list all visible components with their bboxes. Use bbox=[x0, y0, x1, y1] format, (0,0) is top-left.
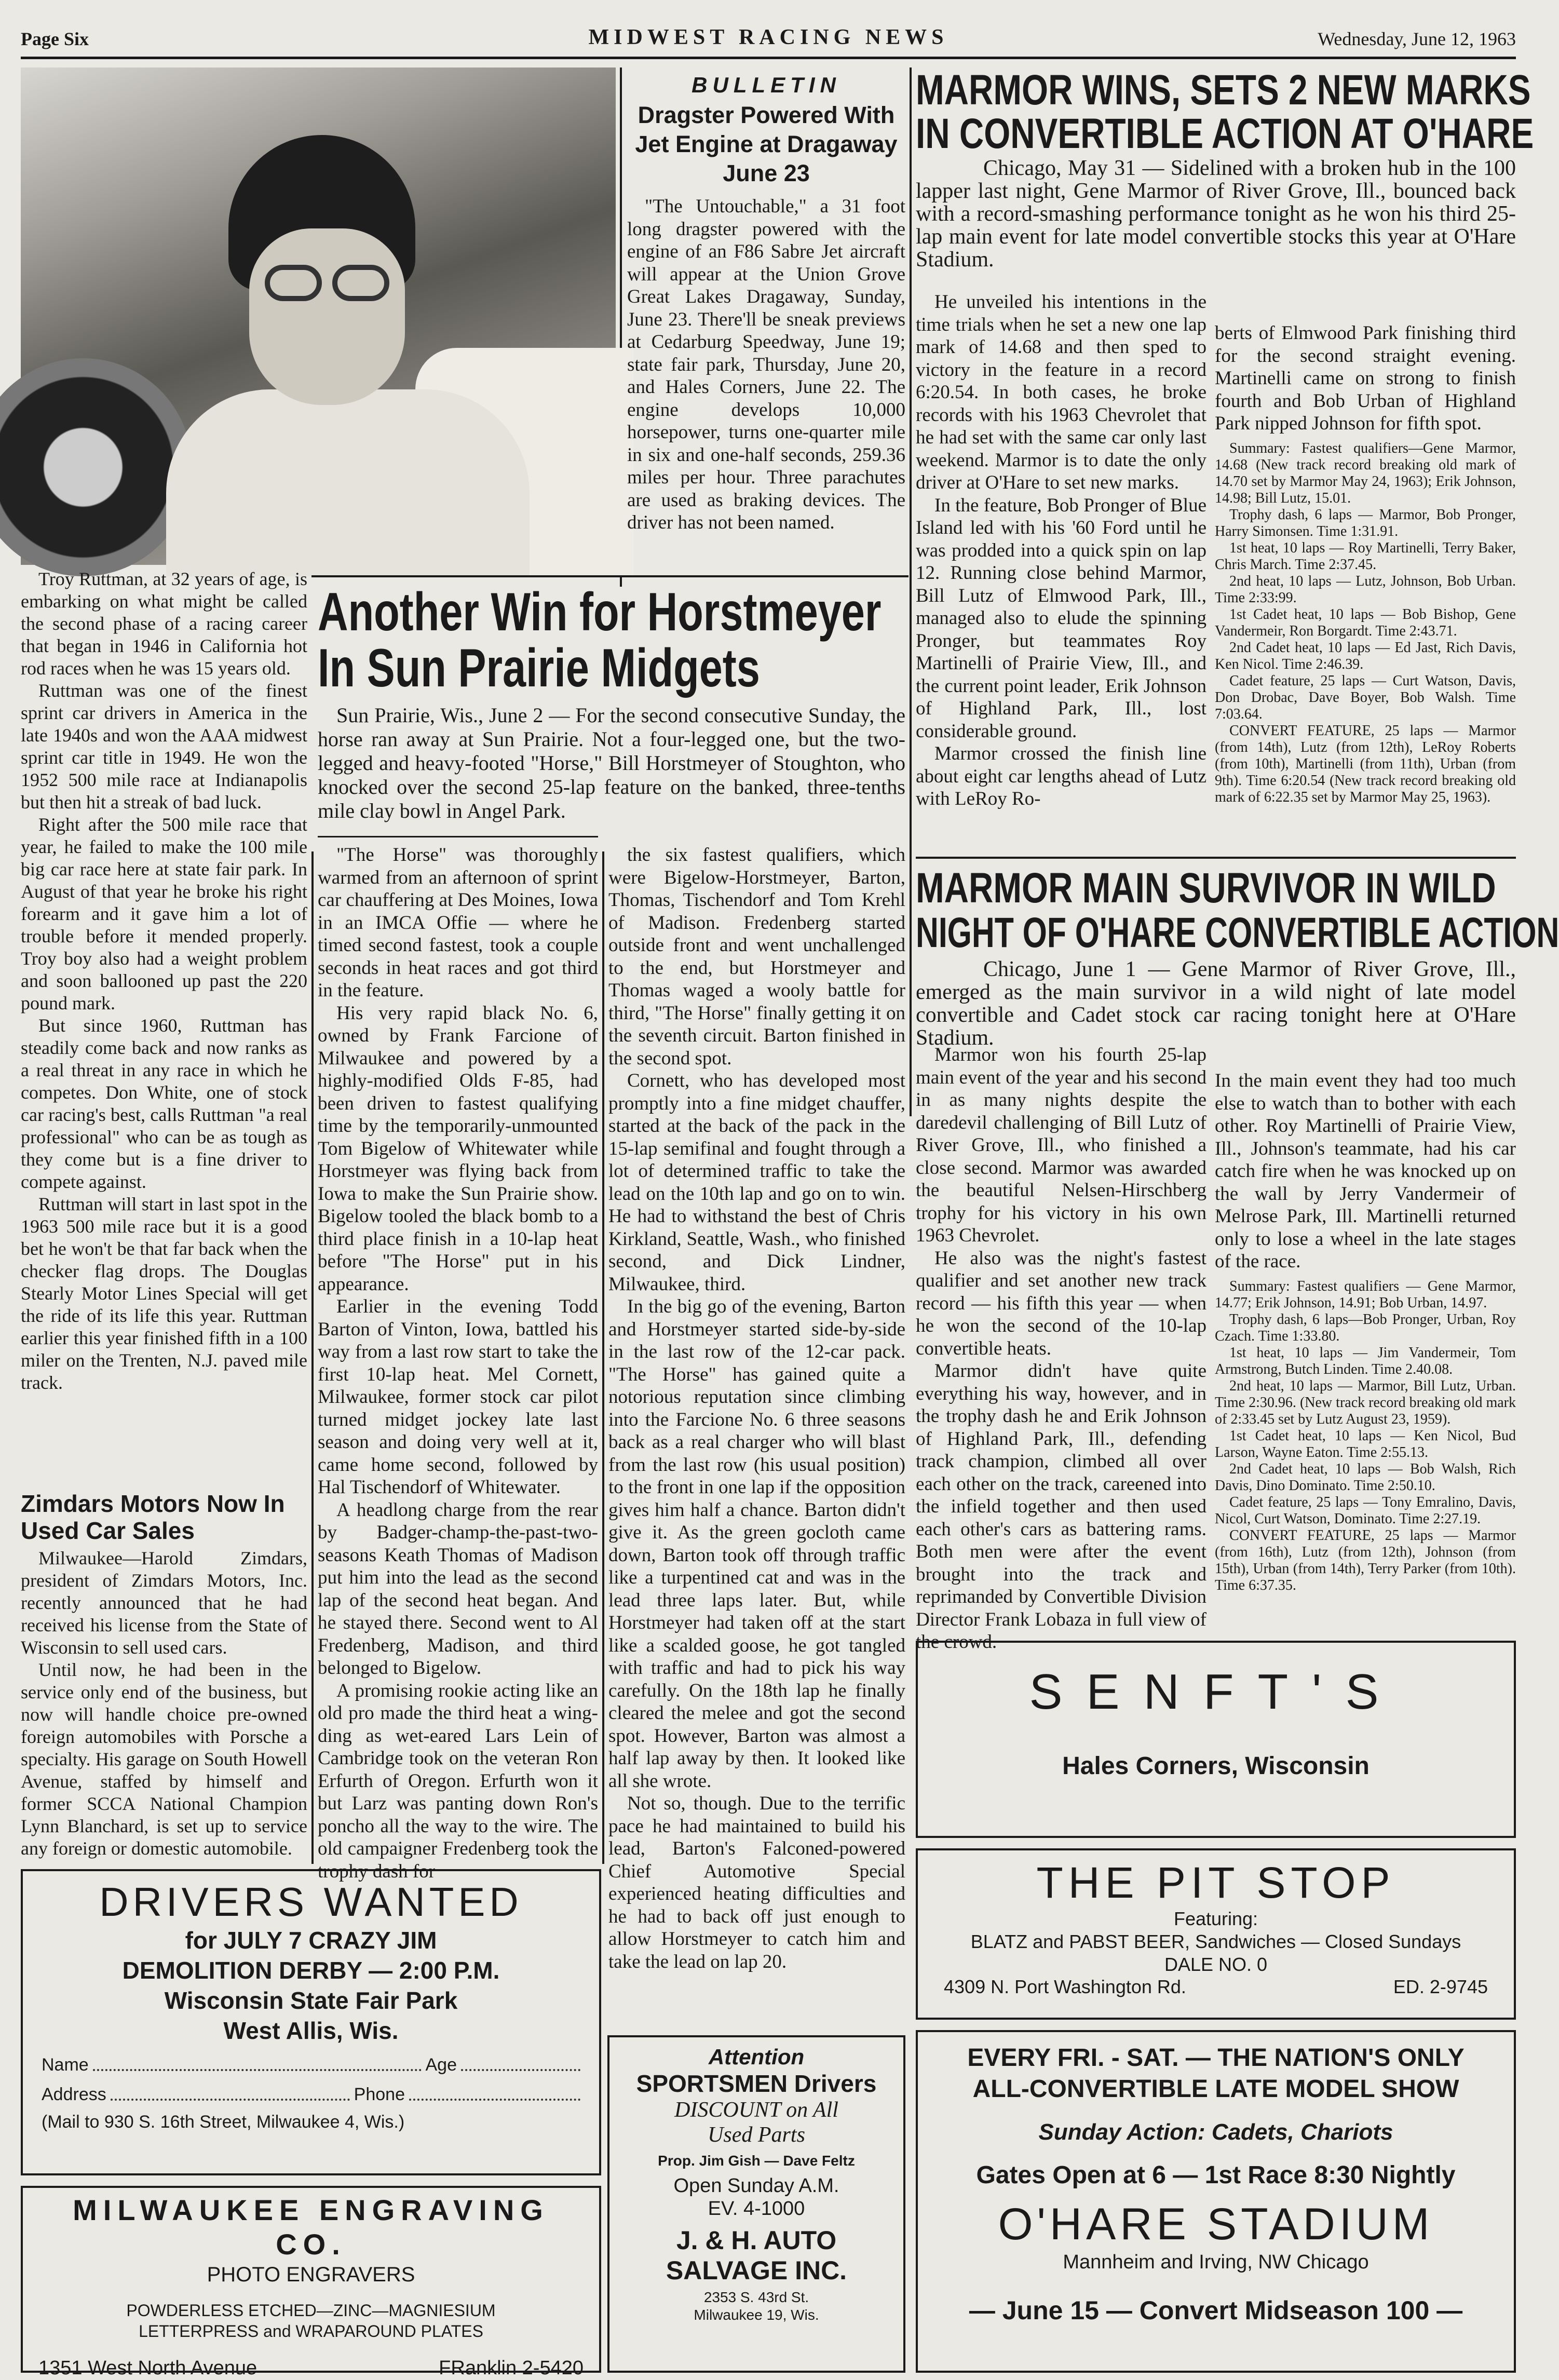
headline-line: In Sun Prairie Midgets bbox=[318, 638, 760, 698]
ruttman-caption bbox=[21, 568, 307, 1487]
column-rule bbox=[311, 851, 314, 1864]
article-paragraph: berts of Elmwood Park finishing third for the second straight evening. Martinelli came on strong to finish fourth and Bob Urban of Highland Park nipped Johnson for fifth spot. bbox=[1215, 322, 1516, 434]
bulletin-article bbox=[627, 73, 905, 571]
paper-name: MIDWEST RACING NEWS bbox=[588, 25, 948, 49]
ad-title: O'HARE STADIUM bbox=[998, 2199, 1434, 2249]
ad-line: — June 15 — Convert Midseason 100 — bbox=[969, 2296, 1463, 2325]
article-paragraph: "The Horse" was thoroughly warmed from an afternoon of sprint car chauffering at Des Moines, Iowa in an IMCA Offie — where he timed second fastest, took a couple seconds in heat races and got third in the feature. bbox=[318, 844, 598, 1001]
marmor-survivor-column-2 bbox=[1215, 1070, 1516, 1630]
article-paragraph: In the main event they had too much else to watch than to bother with each other. Roy Martinelli of Prairie View, Ill., Johnson's teammate, had his car catch fire when he was knocked up on the wall by Jerry Vandermeir of Melrose Park, Ill. Martinelli returned only to lose a wheel in the late stages of the race. bbox=[1215, 1070, 1516, 1272]
article-paragraph: In the big go of the evening, Barton and Horstmeyer started side-by-side in the last row of the 12-car pack. "The Horse" has gained quite a notorious reputation since climbing into the Farcione No. 6 three seasons back as a real charger who will blast from the last row (his usual position) to the front in one lap if the opposition gives him half a chance. Barton didn't give it. As the green gocloth came down, Barton took off through traffic like a turpentined cat and was in the lead three laps later. But, while Horstmeyer had taken off at the start like a scalded goose, he got tangled with traffic and had to pick his way carefully. On the 18th lap he finally cleared the melee and got the second spot. However, Barton was almost a half lap away by then. It looked like all she wrote. bbox=[608, 1296, 905, 1792]
marmor-wins-headline bbox=[916, 66, 1534, 157]
ad-footer bbox=[928, 1976, 1503, 1998]
marmor-wins-column-1 bbox=[916, 291, 1206, 851]
horstmeyer-headline bbox=[318, 584, 910, 696]
ad-line: DALE NO. 0 bbox=[1164, 1954, 1268, 1975]
pit-stop-ad bbox=[916, 1848, 1516, 2020]
ad-phone: FRanklin 2-5420 bbox=[439, 2357, 584, 2379]
summary-line: Summary: Fastest qualifiers — Gene Marmor, 14.77; Erik Johnson, 14.91; Bob Urban, 14.97. bbox=[1215, 1278, 1516, 1311]
summary-line: 1st Cadet heat, 10 laps — Ken Nicol, Bud Larson, Wayne Eaton. Time 2:55.13. bbox=[1215, 1427, 1516, 1461]
marmor-survivor-headline bbox=[916, 864, 1559, 956]
ohare-stadium-ad bbox=[916, 2030, 1516, 2373]
marmor-survivor-lead: Chicago, June 1 — Gene Marmor of River Grove, Ill., emerged as the main survivor in a wild night of late model convertible and Cadet stock car racing tonight here at O'Hare Stadium. bbox=[916, 957, 1516, 1050]
masthead bbox=[21, 18, 1516, 59]
ad-line: Mannheim and Irving, NW Chicago bbox=[1063, 2251, 1369, 2273]
marmor-wins-column-2 bbox=[1215, 322, 1516, 851]
zimdars-article bbox=[21, 1490, 307, 1864]
age-field[interactable] bbox=[461, 2055, 580, 2071]
section-rule bbox=[311, 575, 909, 577]
ad-address: 4309 N. Port Washington Rd. bbox=[944, 1976, 1186, 1997]
age-label: Age bbox=[425, 2055, 457, 2075]
bulletin-headline: Dragster Powered With Jet Engine at Dragaway June 23 bbox=[635, 102, 898, 186]
ad-line: EVERY FRI. - SAT. — THE NATION'S ONLY bbox=[967, 2044, 1465, 2072]
ad-line: Prop. Jim Gish — Dave Feltz bbox=[658, 2153, 855, 2169]
summary-line: Trophy dash, 6 laps — Marmor, Bob Pronger, Harry Simonsen. Time 1:31.91. bbox=[1215, 506, 1516, 539]
headline-line: NIGHT OF O'HARE CONVERTIBLE ACTION bbox=[916, 909, 1559, 956]
article-paragraph: Marmor crossed the finish line about eight car lengths ahead of Lutz with LeRoy Ro- bbox=[916, 743, 1206, 809]
ad-line: for JULY 7 CRAZY JIM bbox=[185, 1927, 437, 1954]
summary-line: 2nd heat, 10 laps — Marmor, Bill Lutz, Urban. Time 2:30.96. (New track record breaking old mark of 2:33.45 set by Lutz August 23, 1959). bbox=[1215, 1377, 1516, 1427]
summary-line: 1st Cadet heat, 10 laps — Bob Bishop, Gene Vandermeir, Ron Borgardt. Time 2:43.71. bbox=[1215, 606, 1516, 639]
marmor-survivor-column-1 bbox=[916, 1044, 1206, 1653]
section-rule bbox=[318, 836, 598, 837]
page-number: Page Six bbox=[21, 29, 89, 49]
article-paragraph: the six fastest qualifiers, which were Bigelow-Horstmeyer, Barton, Thomas, Tischendorf and Tom Krehl of Madison. Fredenberg started outside front and went unchallenged to the end, but Horstmeyer and Thomas waged a wooly battle for third, "The Horse" finally getting it on the seventh circuit. Barton finished in the second spot. bbox=[608, 844, 905, 1069]
ad-title: MILWAUKEE ENGRAVING CO. bbox=[73, 2194, 549, 2261]
driver-photo bbox=[21, 67, 616, 565]
name-age-row bbox=[42, 2055, 580, 2075]
headline-line: Another Win for Horstmeyer bbox=[318, 582, 882, 642]
ad-address: 1351 West North Avenue bbox=[38, 2357, 257, 2379]
article-paragraph: He unveiled his intentions in the time trials when he set a new one lap mark of 14.68 and then sped to victory in the feature in a record 6:20.54. In both cases, he broke records with his 1963 Chevrolet that he had set with the same car only last weekend. Marmor is to date the only driver at O'Hare to set new marks. bbox=[916, 291, 1206, 493]
ad-line: BLATZ and PABST BEER, Sandwiches — Closed Sundays bbox=[970, 1931, 1461, 1952]
milwaukee-engraving-ad bbox=[21, 2186, 601, 2379]
summary-line: CONVERT FEATURE, 25 laps — Marmor (from 14th), Lutz (from 12th), LeRoy Roberts (from 10th), Martinelli (from 11th), Urban (from 9th). Time 6:20.54 (New track record breaking old mark of 6:22.35 set by Marmor May 25, 1963). bbox=[1215, 722, 1516, 805]
ad-line: DISCOUNT on All bbox=[674, 2098, 838, 2122]
ad-line: Milwaukee 19, Wis. bbox=[694, 2307, 819, 2323]
caption-paragraph: Troy Ruttman, at 32 years of age, is embarking on what might be called the second phase of a racing career that began in 1946 in California hot rod races when he was 15 years old. bbox=[21, 569, 307, 679]
ad-line: POWDERLESS ETCHED—ZINC—MAGNIESIUM bbox=[126, 2301, 496, 2320]
zimdars-headline: Zimdars Motors Now In Used Car Sales bbox=[21, 1490, 285, 1544]
summary-line: 1st heat, 10 laps — Roy Martinelli, Terry Baker, Chris March. Time 2:37.45. bbox=[1215, 539, 1516, 573]
ad-line: ALL-CONVERTIBLE LATE MODEL SHOW bbox=[972, 2075, 1459, 2103]
marmor-wins-lead: Chicago, May 31 — Sidelined with a broken hub in the 100 lapper last night, Gene Marmor of River Grove, Ill., bounced back with a record-smashing performance tonight as he won his third 25-lap main event for late model convertible stocks this year at O'Hare Stadium. bbox=[916, 156, 1516, 272]
summary-line: 1st heat, 10 laps — Jim Vandermeir, Tom Armstrong, Butch Linden. Time 2.40.08. bbox=[1215, 1344, 1516, 1377]
column-rule bbox=[602, 851, 604, 1864]
address-label: Address bbox=[42, 2085, 106, 2104]
article-paragraph: Cornett, who has developed most promptly into a fine midget chauffer, started at the back of the pack in the 15-lap semifinal and fought through a lot of determined traffic to take the lead on the 10th lap and go on to win. He had to withstand the best of Chris Kirkland, Seattle, Wash., who finished second, and Dick Lindner, Milwaukee, third. bbox=[608, 1070, 905, 1295]
drivers-wanted-ad bbox=[21, 1869, 601, 2175]
issue-date: Wednesday, June 12, 1963 bbox=[1318, 29, 1516, 49]
headline-line: IN CONVERTIBLE ACTION AT O'HARE bbox=[916, 110, 1534, 157]
ad-line: LETTERPRESS and WRAPAROUND PLATES bbox=[139, 2322, 483, 2341]
summary-line: 2nd heat, 10 laps — Lutz, Johnson, Bob Urban. Time 2:33:99. bbox=[1215, 573, 1516, 606]
bulletin-body: "The Untouchable," a 31 foot long dragster powered with the engine of an F86 Sabre Jet aircraft will appear at the Union Grove Great Lakes Dragaway, Sunday, June 23. There'll be sneak previews at Cedarburg Speedway, June 19; state fair park, Thursday, June 20, and Hales Corners, June 22. The engine develops 10,000 horsepower, turns one-quarter mile in six and one-half seconds, 259.36 miles per hour. Three parachutes are used as braking devices. The driver has not been named. bbox=[627, 196, 905, 533]
article-paragraph: His very rapid black No. 6, owned by Frank Farcione of Milwaukee and powered by a highly-modified Olds F-85, had been driven to fastest qualifying time by the temporarily-unmounted Tom Bigelow of Whitewater while Horstmeyer was flying back from Iowa to make the Sun Prairie show. Bigelow tooled the black bomb to a third place finish in a 10-lap heat before "The Horse" put in his appearance. bbox=[318, 1002, 598, 1295]
caption-paragraph: Ruttman was one of the finest sprint car drivers in America in the late 1940s and won the AAA midwest sprint car title in 1949. He won the 1952 500 mile race at Indianapolis but then hit a streak of bad luck. bbox=[21, 680, 307, 813]
horstmeyer-column-2 bbox=[608, 844, 905, 2027]
ad-line: Used Parts bbox=[708, 2123, 805, 2147]
bulletin-kicker: BULLETIN bbox=[692, 73, 841, 97]
zimdars-paragraph: Milwaukee—Harold Zimdars, president of Zimdars Motors, Inc. recently announced that he had received his license from the State of Wisconsin to sell used cars. bbox=[21, 1548, 307, 1658]
name-label: Name bbox=[42, 2055, 89, 2075]
summary-line: Cadet feature, 25 laps — Curt Watson, Davis, Don Drobac, Dave Boyer, Bob Walsh. Time 7:03.64. bbox=[1215, 672, 1516, 722]
headline-line: MARMOR MAIN SURVIVOR IN WILD bbox=[916, 864, 1496, 912]
caption-paragraph: Ruttman will start in last spot in the 1963 500 mile race but it is a good bet he won't be that far back when the checker flag drops. The Douglas Stearly Motor Lines Special will get the ride of its life this year. Ruttman earlier this year finished fifth in a 100 miler on the Trenten, N.J. paved mile track. bbox=[21, 1194, 307, 1393]
ad-line: Open Sunday A.M. bbox=[673, 2175, 839, 2197]
ad-title: THE PIT STOP bbox=[1036, 1858, 1395, 1907]
summary-line: Trophy dash, 6 laps—Bob Pronger, Urban, Roy Czach. Time 1:33.80. bbox=[1215, 1311, 1516, 1344]
ad-line: DEMOLITION DERBY — 2:00 P.M. bbox=[122, 1957, 500, 1984]
horstmeyer-lead: Sun Prairie, Wis., June 2 — For the second consecutive Sunday, the horse ran away at Sun Prairie. Not a four-legged one, but the two-legged and heavy-footed "Horse," Bill Horstmeyer of Stoughton, who knocked over the second 25-lap feature on the banked, three-tenths mile clay bowl in Angel Park. bbox=[318, 704, 905, 822]
phone-label: Phone bbox=[354, 2085, 405, 2104]
horstmeyer-column-1 bbox=[318, 844, 598, 1882]
article-paragraph: Not so, though. Due to the terrific pace he had maintained to build his lead, Barton's Falconed-powered Chief Automotive Special experienced heating difficulties and he had to back off just enough to allow Horstmeyer to catch him and take the lead on lap 20. bbox=[608, 1793, 905, 1972]
ad-title: DRIVERS WANTED bbox=[99, 1879, 523, 1925]
column-rule bbox=[910, 67, 912, 1116]
ad-phone: ED. 2-9745 bbox=[1393, 1976, 1488, 1997]
ad-title: SENFT'S bbox=[1029, 1664, 1403, 1720]
ad-line: J. & H. AUTO bbox=[676, 2226, 837, 2255]
address-field[interactable] bbox=[111, 2085, 350, 2101]
summary-line: Cadet feature, 25 laps — Tony Emralino, Davis, Nicol, Curt Watson, Dominato. Time 2:27.19. bbox=[1215, 1494, 1516, 1527]
article-paragraph: Marmor won his fourth 25-lap main event of the year and his second in as many nights despite the daredevil challenging of Bill Lutz of River Grove, Ill., who finished a close second. Marmor was awarded the beautiful Nelsen-Hirschberg trophy for his victory in his own 1963 Chevrolet. bbox=[916, 1044, 1206, 1246]
ad-line: SPORTSMEN Drivers bbox=[636, 2070, 877, 2097]
jh-auto-salvage-ad bbox=[607, 2035, 905, 2373]
ad-line: 2353 S. 43rd St. bbox=[703, 2289, 809, 2305]
summary-line: CONVERT FEATURE, 25 laps — Marmor (from 16th), Lutz (from 12th), Johnson (from 15th), Urban (from 14th), Terry Parker (from 10th). Time 6:37.35. bbox=[1215, 1527, 1516, 1593]
address-phone-row bbox=[42, 2085, 580, 2105]
headline-line: MARMOR WINS, SETS 2 NEW MARKS bbox=[916, 66, 1531, 114]
section-rule bbox=[916, 857, 1516, 859]
article-paragraph: In the feature, Bob Pronger of Blue Island led with his '60 Ford until he was prodded into a quick spin on lap 12. Running close behind Marmor, Bill Lutz of Elmwood Park, Ill., managed also to elude the spinning Pronger, but teammates Roy Martinelli of Prairie View, Ill., and the current point leader, Erik Johnson of Highland Park, Ill., lost considerable ground. bbox=[916, 494, 1206, 742]
zimdars-paragraph: Until now, he had been in the service only end of the business, but now will handle choice pre-owned foreign automobiles with Porsche a specialty. His garage on South Howell Avenue, staffed by himself and former SCCA National Champion Lynn Blanchard, is set up to service any foreign or domestic automobile. bbox=[21, 1659, 307, 1859]
article-paragraph: A promising rookie acting like an old pro made the third heat a wing-ding as wet-eared Lars Lein of Cambridge took on the veteran Ron Erfurth of Oregon. Erfurth won it but Larz was panting down Ron's poncho all the way to the wire. The old campaigner Fredenberg took the trophy dash for bbox=[318, 1680, 598, 1882]
phone-field[interactable] bbox=[409, 2085, 580, 2101]
article-paragraph: Earlier in the evening Todd Barton of Vinton, Iowa, battled his way from a last row start to take the first 10-lap heat. Mel Cornett, Milwaukee, former stock car pilot turned midget jockey late last season and doing very well at it, came home second, followed by Hal Tischendorf of Whitewater. bbox=[318, 1296, 598, 1498]
article-paragraph: He also was the night's fastest qualifier and set another new track record — his fifth this year — when he won the second of the 10-lap convertible heats. bbox=[916, 1247, 1206, 1359]
name-field[interactable] bbox=[93, 2055, 422, 2071]
article-paragraph: Marmor didn't have quite everything his way, however, and in the trophy dash he and Erik Johnson of Highland Park, Ill., defending track champion, climbed all over each other on the track, careened into the infield together and then used each other's cars as battering rams. Both men were after the event brought into the track and reprimanded by Convertible Division Director Frank Lobaza in full view of the crowd. bbox=[916, 1360, 1206, 1653]
summary-line: 2nd Cadet heat, 10 laps — Bob Walsh, Rich Davis, Dino Dominato. Time 2:50.10. bbox=[1215, 1461, 1516, 1494]
article-paragraph: A headlong charge from the rear by Badger-champ-the-past-two-seasons Keath Thomas of Madison put him into the lead as the second lap of the second heat began. And he stayed there. Second went to Al Fredenberg, Madison, and third belonged to Bigelow. bbox=[318, 1499, 598, 1679]
caption-paragraph: Right after the 500 mile race that year, he failed to make the 100 mile big car race here at state fair park. In August of that year he broke his right forearm and it gave him a lot of trouble before it mended properly. Troy boy also had a weight problem and soon ballooned up past the 220 pound mark. bbox=[21, 814, 307, 1013]
senfts-ad bbox=[916, 1641, 1516, 1838]
ad-line: Featuring: bbox=[1173, 1908, 1258, 1929]
ad-footer bbox=[38, 2357, 584, 2379]
caption-paragraph: But since 1960, Ruttman has steadily come back and now ranks as a real threat in any race in which he competes. Don White, one of stock car racing's best, calls Ruttman "a real professional" who can be as tough as they come but is a fine driver to compete against. bbox=[21, 1015, 307, 1192]
ad-line: SALVAGE INC. bbox=[666, 2256, 847, 2285]
ad-line: Sunday Action: Cadets, Chariots bbox=[1038, 2119, 1393, 2145]
summary-line: Summary: Fastest qualifiers—Gene Marmor, 14.68 (New track record breaking old mark of 14.70 set by Marmor May 24, 1963); Erik Johnson, 14.98; Bill Lutz, 15.01. bbox=[1215, 440, 1516, 506]
ad-line: Hales Corners, Wisconsin bbox=[1062, 1752, 1370, 1780]
ad-line: Wisconsin State Fair Park bbox=[164, 1987, 458, 2014]
summary-line: 2nd Cadet heat, 10 laps — Ed Jast, Rich Davis, Ken Nicol. Time 2:46.39. bbox=[1215, 639, 1516, 672]
ad-line: Gates Open at 6 — 1st Race 8:30 Nightly bbox=[976, 2161, 1456, 2189]
ad-line: West Allis, Wis. bbox=[223, 2017, 399, 2044]
ad-line: Attention bbox=[708, 2045, 805, 2069]
ad-line: EV. 4-1000 bbox=[708, 2198, 805, 2220]
ad-line: PHOTO ENGRAVERS bbox=[207, 2263, 415, 2286]
mail-to: (Mail to 930 S. 16th Street, Milwaukee 4, Wis.) bbox=[42, 2112, 405, 2132]
